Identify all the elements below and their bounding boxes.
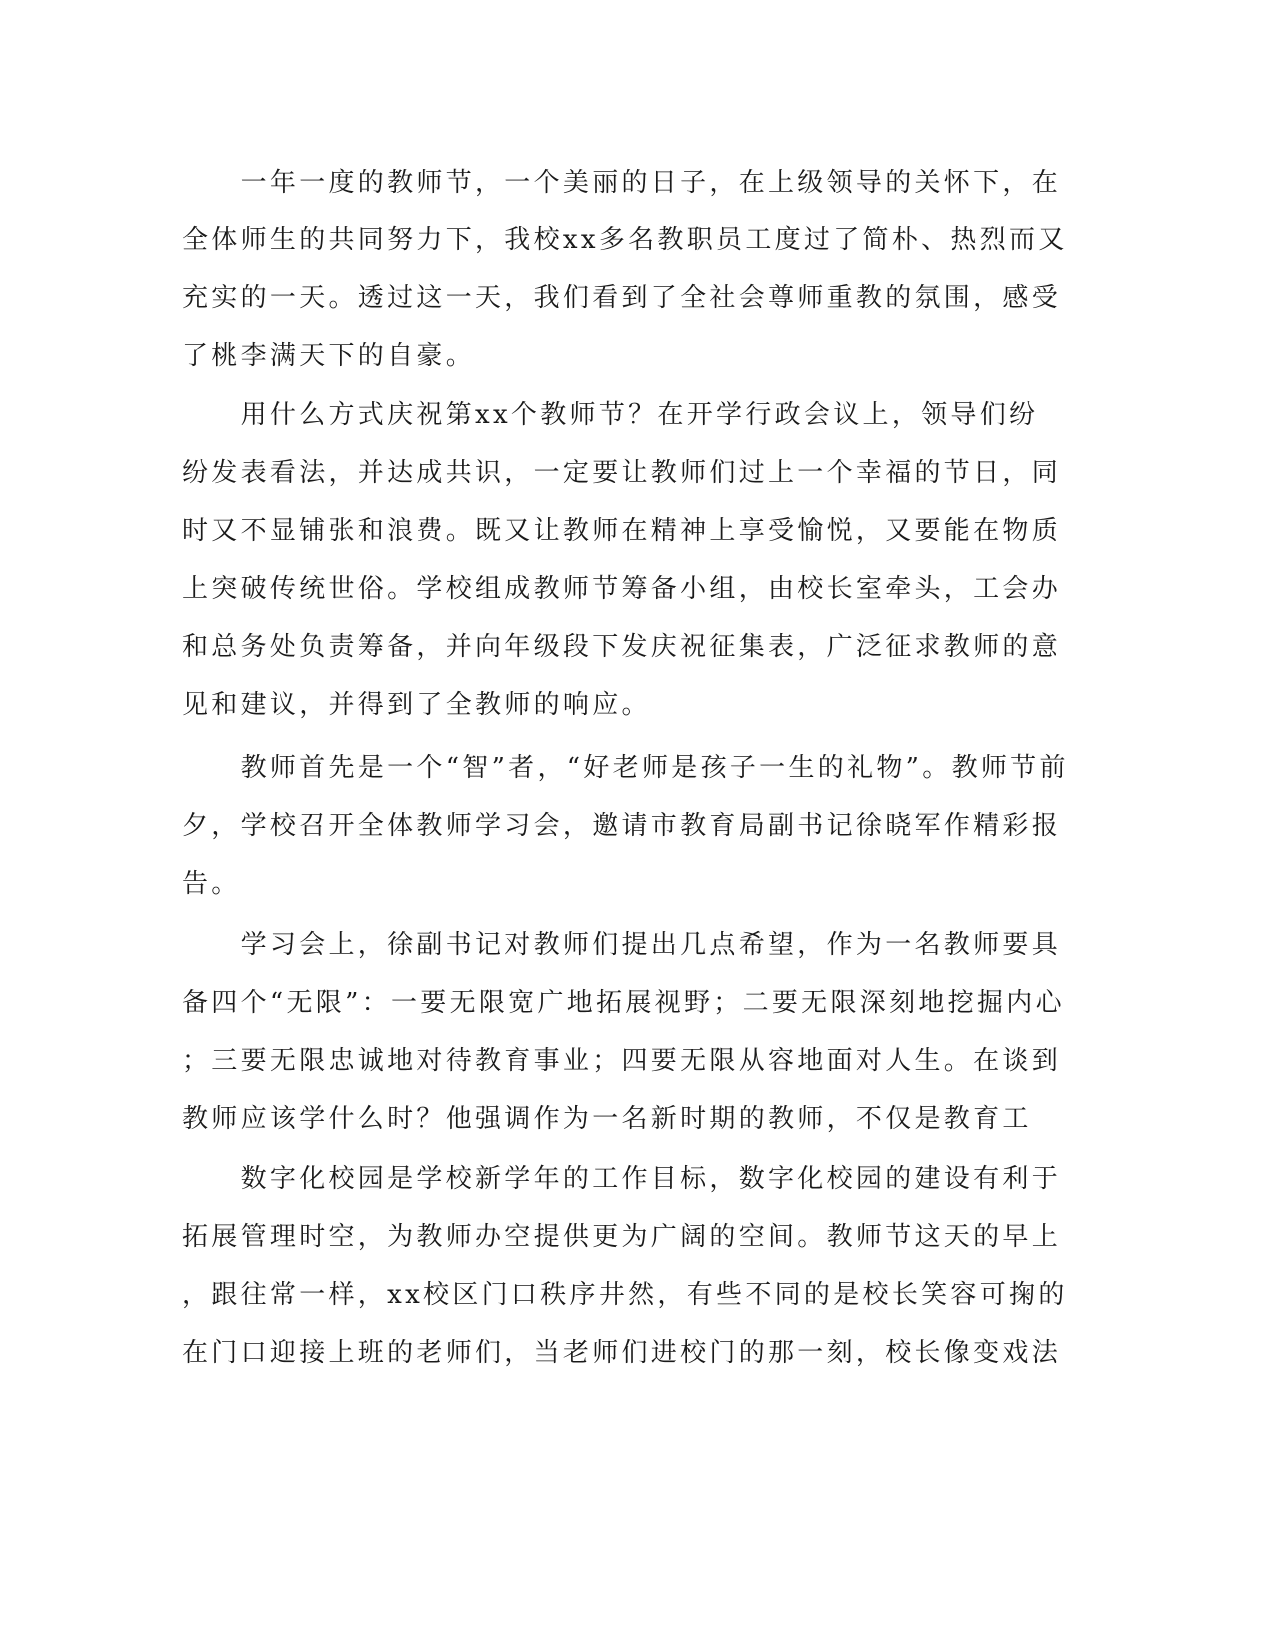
text-line: 用什么方式庆祝第xx个教师节？在开学行政会议上，领导们纷 <box>182 400 1039 430</box>
text-line: 了桃李满天下的自豪。 <box>182 341 476 371</box>
text-line: 教师应该学什么时？他强调作为一名新时期的教师，不仅是教育工 <box>182 1104 1032 1134</box>
text-line: 教师首先是一个“智”者，“好老师是孩子一生的礼物”。教师节前 <box>182 753 1069 783</box>
text-line: 充实的一天。透过这一天，我们看到了全社会尊师重教的氛围，感受 <box>182 283 1062 313</box>
text-line: ；三要无限忠诚地对待教育事业；四要无限从容地面对人生。在谈到 <box>182 1046 1062 1076</box>
text-line: 纷发表看法，并达成共识，一定要让教师们过上一个幸福的节日，同 <box>182 458 1062 488</box>
text-line: 在门口迎接上班的老师们，当老师们进校门的那一刻，校长像变戏法 <box>182 1338 1062 1368</box>
text-line: 拓展管理时空，为教师办空提供更为广阔的空间。教师节这天的早上 <box>182 1222 1062 1252</box>
text-line: 全体师生的共同努力下，我校xx多名教职员工度过了简朴、热烈而又 <box>182 225 1068 255</box>
text-line: ，跟往常一样，xx校区门口秩序井然，有些不同的是校长笑容可掬的 <box>182 1280 1068 1310</box>
text-line: 夕，学校召开全体教师学习会，邀请市教育局副书记徐晓军作精彩报 <box>182 811 1062 841</box>
text-line: 见和建议，并得到了全教师的响应。 <box>182 690 651 720</box>
text-line: 学习会上，徐副书记对教师们提出几点希望，作为一名教师要具 <box>182 930 1062 960</box>
text-line: 备四个“无限”：一要无限宽广地拓展视野；二要无限深刻地挖掘内心 <box>182 988 1065 1018</box>
text-line: 时又不显铺张和浪费。既又让教师在精神上享受愉悦，又要能在物质 <box>182 516 1062 546</box>
text-line: 数字化校园是学校新学年的工作目标，数字化校园的建设有利于 <box>182 1164 1062 1194</box>
text-line: 一年一度的教师节，一个美丽的日子，在上级领导的关怀下，在 <box>182 168 1062 198</box>
text-line: 上突破传统世俗。学校组成教师节筹备小组，由校长室牵头，工会办 <box>182 574 1062 604</box>
text-line: 告。 <box>182 869 241 899</box>
text-line: 和总务处负责筹备，并向年级段下发庆祝征集表，广泛征求教师的意 <box>182 632 1062 662</box>
